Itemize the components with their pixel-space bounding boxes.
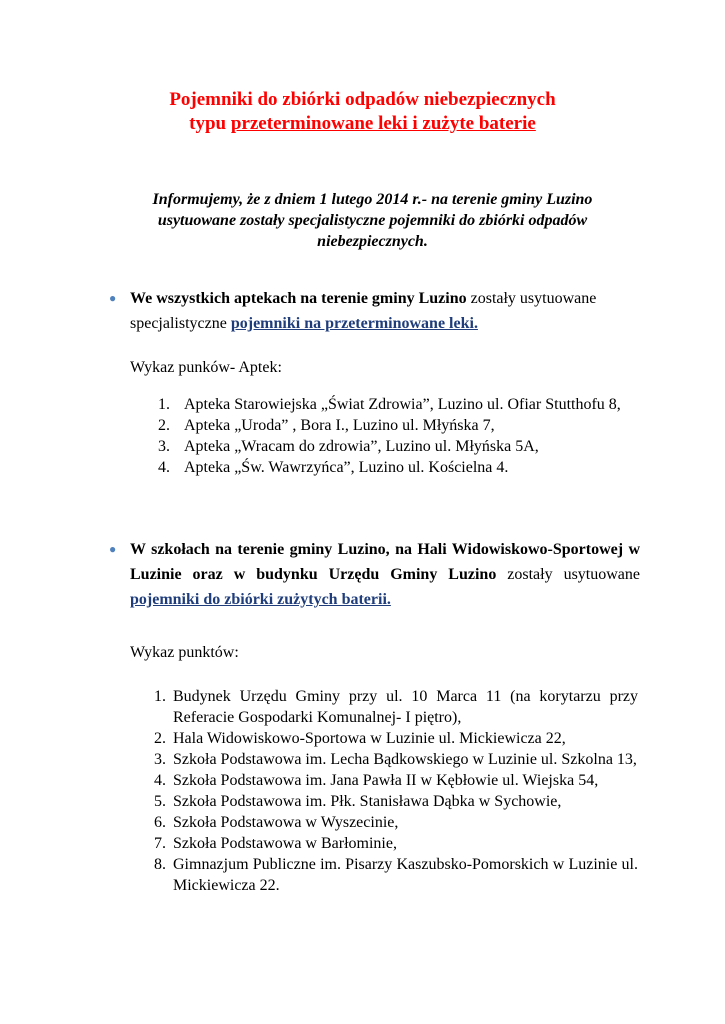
list-item-text: Gimnazjum Publiczne im. Pisarzy Kaszubsko-Pomorskich w Luzinie ul.	[173, 856, 638, 873]
list-item-text-continued: Referacie Gospodarki Komunalnej- I piętro),	[173, 709, 462, 726]
list-item-number: 2.	[158, 417, 170, 434]
list-item-number: 6.	[154, 814, 166, 831]
pharmacies-line2-text: specjalistyczne	[130, 315, 231, 332]
document-title-line1: Pojemniki do zbiórki odpadów niebezpiecznych	[169, 89, 556, 110]
list-item-text: Apteka „Uroda” , Bora I., Luzino ul. Młyńska 7,	[184, 417, 495, 434]
list-item-number: 5.	[154, 793, 166, 810]
list-item-number: 8.	[154, 856, 166, 873]
list-item-text: Szkoła Podstawowa im. Jana Pawła II w Kębłowie ul. Wiejska 54,	[173, 772, 599, 789]
medicine-containers-link[interactable]: pojemniki na przeterminowane leki.	[230, 315, 478, 332]
bullet-icon: ●	[109, 542, 117, 556]
list-item	[158, 415, 638, 436]
list-item-text: Szkoła Podstawowa w Wyszecinie,	[173, 814, 399, 831]
schools-line1: W szkołach na terenie gminy Luzino, na Hali Widowiskowo-Sportowej w	[130, 541, 640, 558]
points-list-heading: Wykaz punktów:	[130, 644, 239, 661]
list-item-text: Szkoła Podstawowa w Barłominie,	[173, 835, 397, 852]
title-prefix: typu	[189, 113, 231, 134]
list-item	[154, 791, 638, 812]
points-list	[154, 686, 638, 896]
list-item-number: 7.	[154, 835, 166, 852]
list-item-text: Apteka „Wracam do zdrowia”, Luzino ul. Młyńska 5A,	[184, 438, 539, 455]
bullet-icon: ●	[109, 291, 117, 305]
pharmacies-bold-text: We wszystkich aptekach na terenie gminy Luzino	[130, 290, 467, 307]
title-underlined: przeterminowane leki i zużyte baterie	[230, 113, 536, 134]
list-item	[154, 833, 638, 854]
intro-line: usytuowane zostały specjalistyczne pojemniki do zbiórki odpadów	[157, 212, 588, 229]
schools-normal-text: zostały usytuowane	[496, 566, 640, 583]
list-item	[154, 854, 638, 896]
pharmacies-normal-text: zostały usytuowane	[466, 290, 597, 307]
document-title-line2	[0, 112, 725, 136]
list-item	[158, 394, 638, 415]
list-item-number: 1.	[154, 688, 166, 705]
list-item-text: Apteka Starowiejska „Świat Zdrowia”, Luzino ul. Ofiar Stutthofu 8,	[184, 396, 621, 413]
pharmacies-line1	[130, 286, 640, 311]
list-item-number: 3.	[154, 751, 166, 768]
list-item	[158, 457, 638, 478]
list-item-text: Szkoła Podstawowa im. Płk. Stanisława Dąbka w Sychowie,	[173, 793, 562, 810]
list-item-number: 4.	[154, 772, 166, 789]
list-item-text: Budynek Urzędu Gminy przy ul. 10 Marca 11 (na korytarzu przy	[173, 688, 638, 705]
list-item-number: 1.	[158, 396, 170, 413]
list-item	[154, 812, 638, 833]
intro-line: niebezpiecznych.	[317, 233, 428, 250]
intro-paragraph	[100, 189, 645, 252]
battery-containers-link[interactable]: pojemniki do zbiórki zużytych baterii.	[130, 591, 391, 608]
list-item-text: Szkoła Podstawowa im. Lecha Bądkowskiego w Luzinie ul. Szkolna 13,	[173, 751, 637, 768]
list-item-number: 2.	[154, 730, 166, 747]
schools-paragraph	[109, 537, 640, 612]
list-item-number: 4.	[158, 459, 170, 476]
pharmacies-list	[158, 394, 638, 478]
pharmacies-paragraph	[109, 286, 640, 336]
pharmacies-list-heading: Wykaz punków- Aptek:	[130, 359, 282, 376]
list-item-text-continued: Mickiewicza 22.	[173, 877, 280, 894]
intro-line: Informujemy, że z dniem 1 lutego 2014 r.- na terenie gminy Luzino	[152, 191, 593, 208]
list-item	[154, 686, 638, 728]
list-item	[158, 436, 638, 457]
list-item	[154, 749, 638, 770]
list-item-text: Apteka „Św. Wawrzyńca”, Luzino ul. Kościelna 4.	[184, 459, 509, 476]
list-item	[154, 770, 638, 791]
list-item	[154, 728, 638, 749]
schools-line3	[130, 587, 640, 612]
schools-line2	[130, 562, 640, 587]
pharmacies-line2	[130, 311, 640, 336]
list-item-number: 3.	[158, 438, 170, 455]
list-item-text: Hala Widowiskowo-Sportowa w Luzinie ul. Mickiewicza 22,	[173, 730, 566, 747]
schools-bold-text: Luzinie oraz w budynku Urzędu Gminy Luzino	[130, 566, 497, 583]
